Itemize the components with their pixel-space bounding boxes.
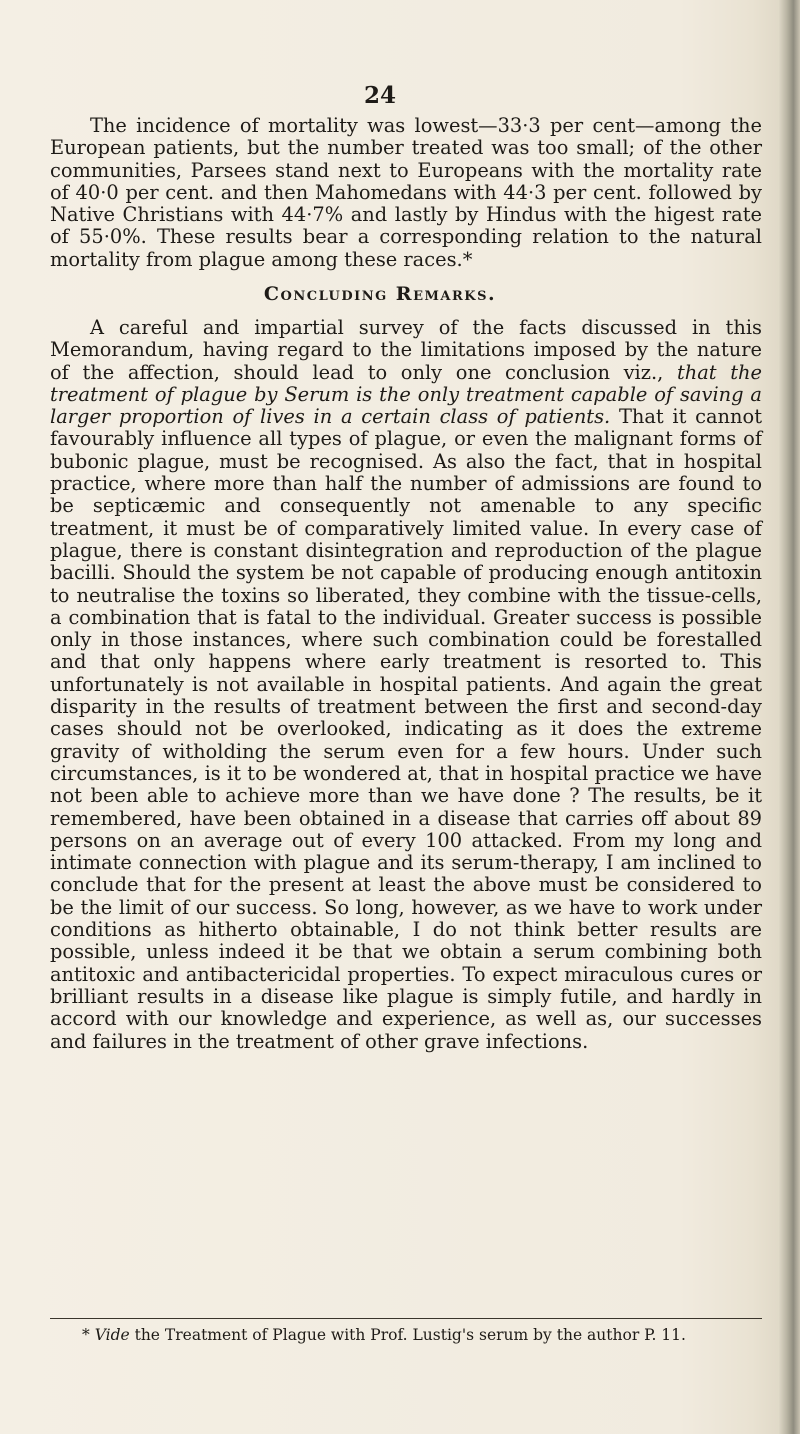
paragraph-concluding [50,317,762,1053]
page-edge-shadow [778,0,800,1434]
footnote-text: the Treatment of Plague with Prof. Lustig's serum by the author P. 11. [129,1326,686,1344]
paragraph-text-rest: That it cannot favourably influence all types of plague, or even the malignant forms of bubonic plague, must be recognised. As also the fact, that in hospital practice, where more than half the number of admissions are found to be septicæmic and consequently not amenable to any specific treatment, it must be of comparatively limited value. In every case of plague, there is constant disintegration and reproduction of the plague bacilli. Should the system be not capable of producing enough antitoxin to neutralise the toxins so liberated, they combine with the tissue-cells, a combination that is fatal to the individual. Greater success is possible only in those instances, where such combination could be forestalled and that only happens where early treatment is resorted to. This unfortunately is not available in hospital patients. And again the great disparity in the results of treatment between the first and second-day cases should not be overlooked, indicating as it does the extreme gravity of witholding the serum even for a few hours. Under such circumstances, is it to be wondered at, that in hospital practice we have not been able to achieve more than we have done ? The results, be it remembered, have been obtained in a disease that carries off about 89 persons on an average out of every 100 attacked. From my long and intimate connection with plague and its serum-therapy, I am inclined to conclude that for the present at least the above must be considered to be the limit of our success. So long, however, as we have to work under conditions as hitherto obtainable, I do not think better results are possible, unless indeed it be that we obtain a serum combining both antitoxic and antibactericidal properties. To expect miraculous cures or brilliant results in a disease like plague is simply futile, and hardly in accord with our knowledge and experience, as well as, our successes and failures in the treatment of other grave infections. [50,405,762,1053]
paragraph-mortality: The incidence of mortality was lowest—33·3 per cent—among the European patients, but the number treated was too small; of the other communities, Parsees stand next to Europeans with the mortality rate of 40·0 per cent. and then Mahomedans with 44·3 per cent. followed by Native Christians with 44·7% and lastly by Hindus with the higest rate of 55·0%. These results bear a corresponding relation to the natural mortality from plague among these races.* [50,114,762,271]
footnote-vide: Vide [94,1326,130,1344]
paragraph-text-start: A careful and impartial survey of the facts discussed in this Memorandum, having regard to the limitations imposed by the nature of the affection, should lead to only one conclusion viz., [50,316,762,384]
footnote-marker: * [82,1326,95,1344]
footnote-divider [50,1318,762,1319]
page-number: 24 [363,82,396,109]
section-heading: Concluding Remarks. [263,283,497,305]
footnote [50,1326,762,1344]
paragraph-italic-conclusion: that the treatment of plague by Serum is the only treatment capable of saving a larger proportion of lives in a certain class of patients. [50,360,762,429]
